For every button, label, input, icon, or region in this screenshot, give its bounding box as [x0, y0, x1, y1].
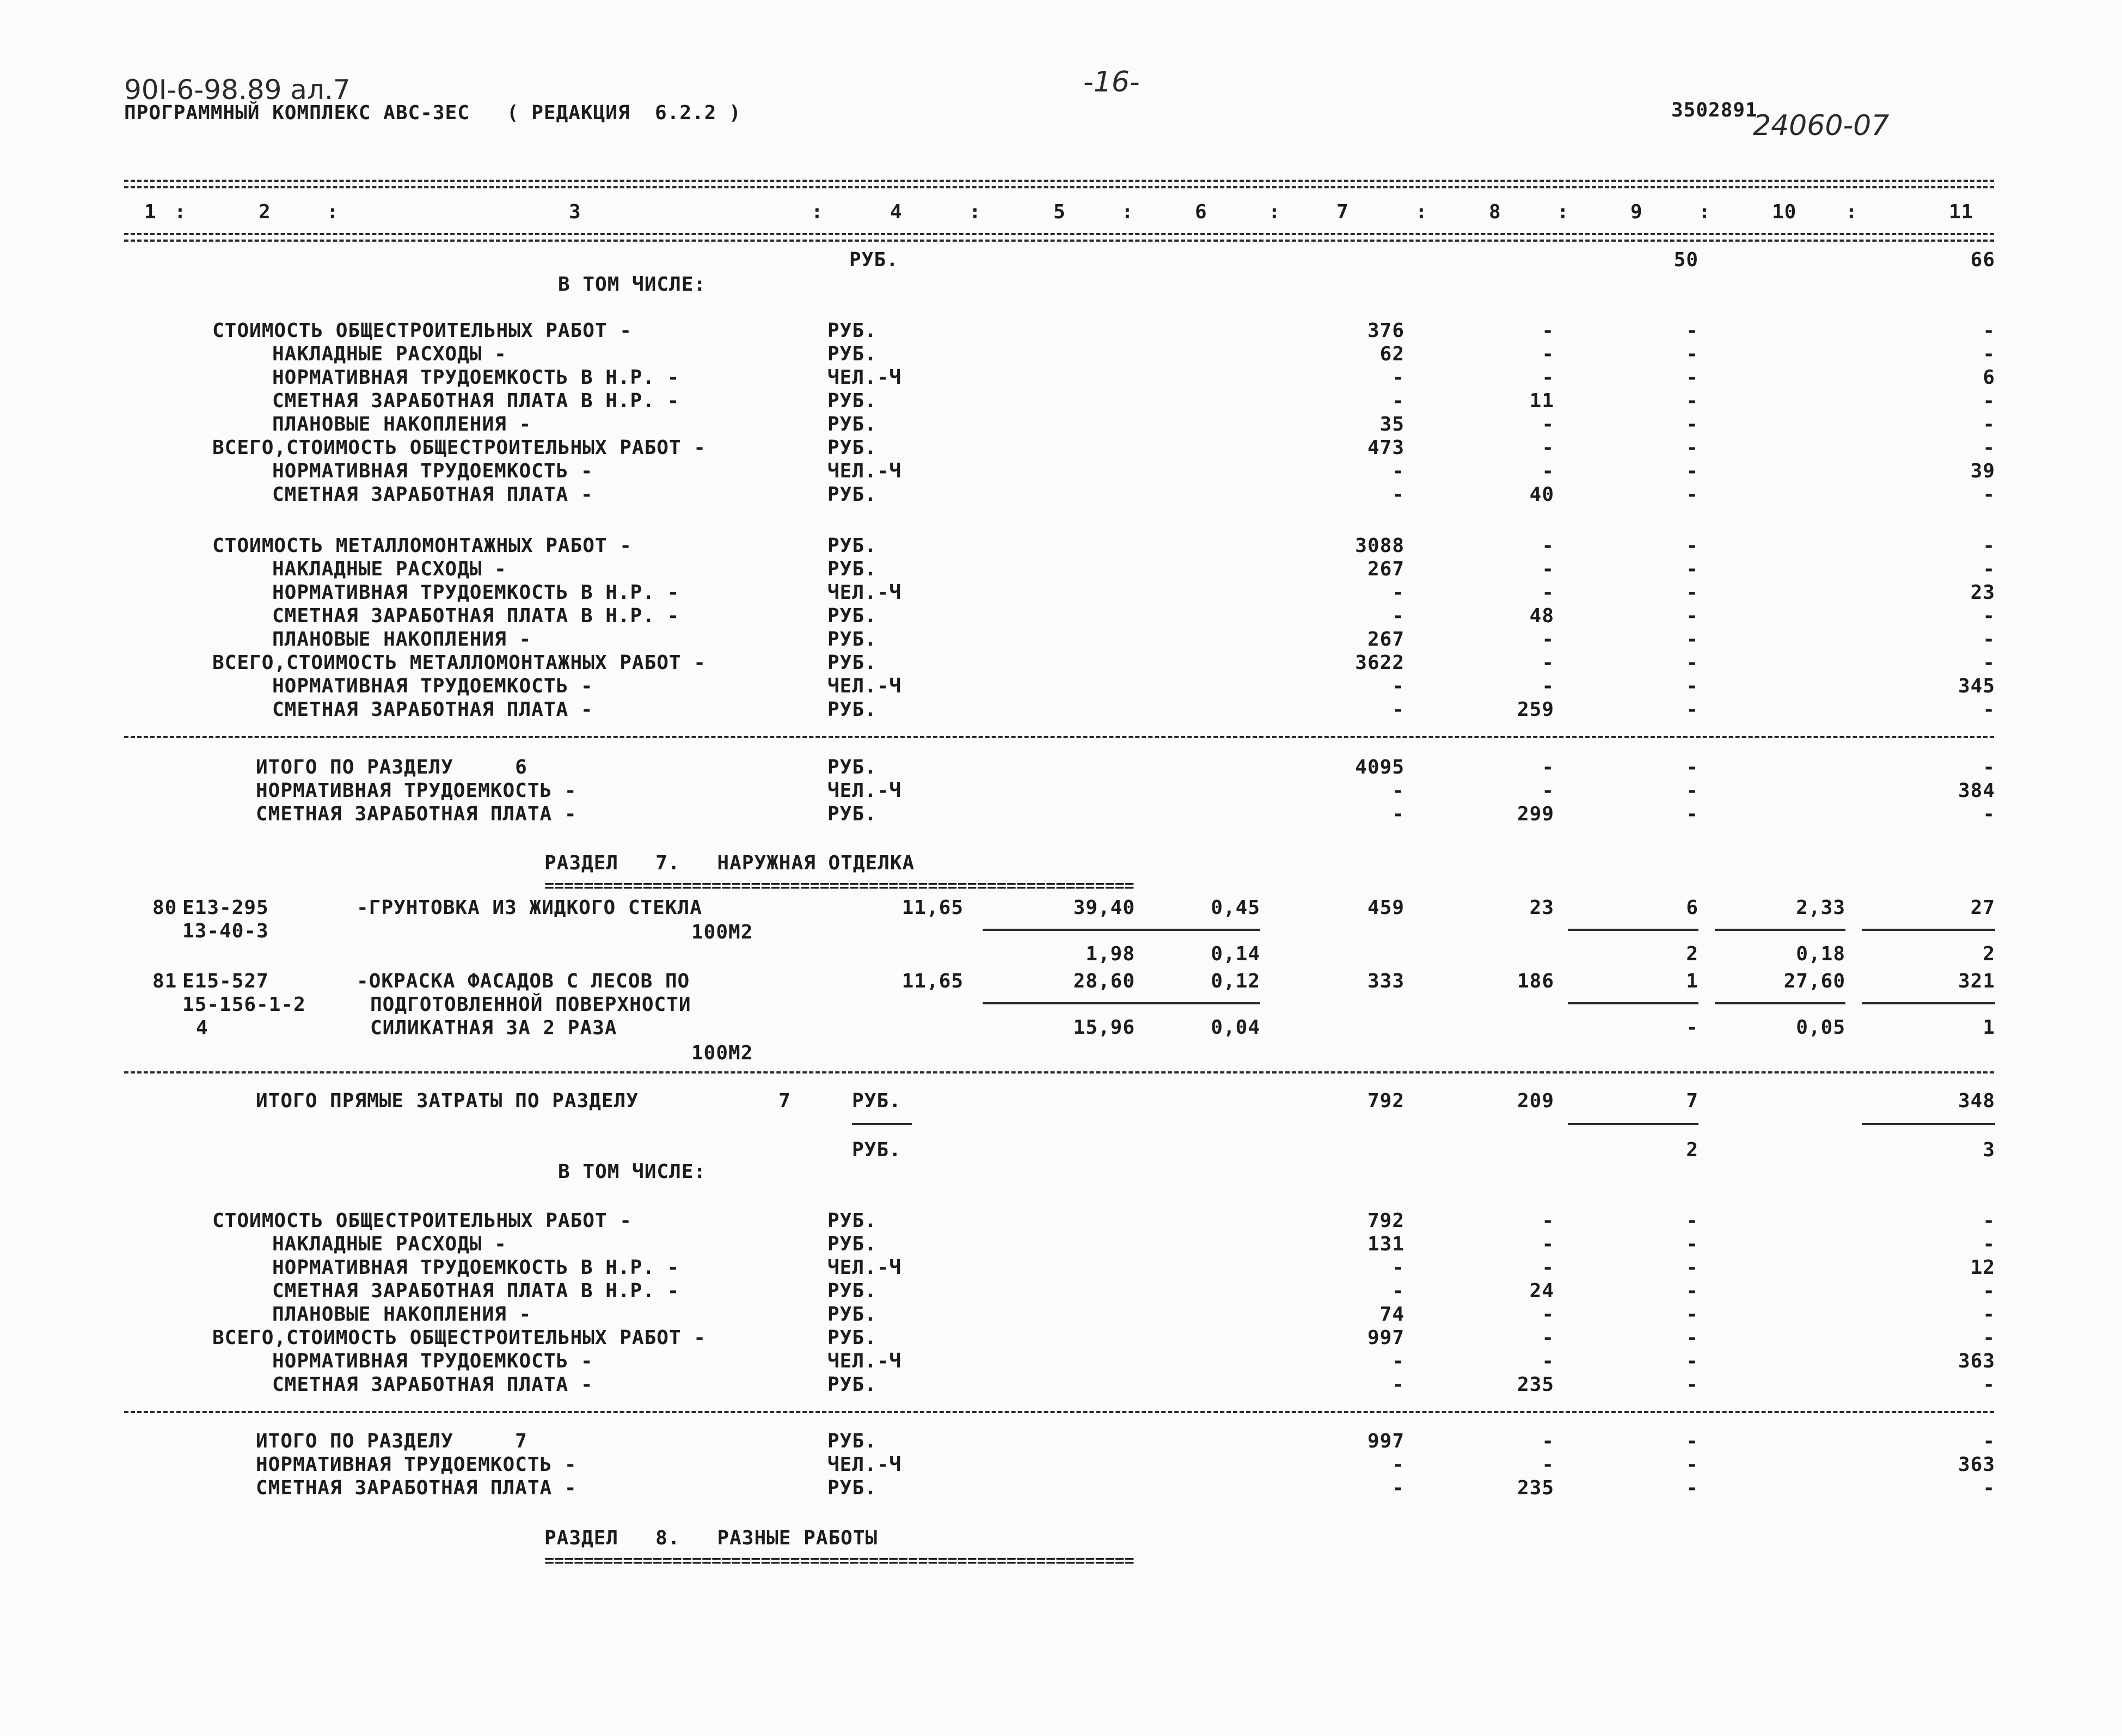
row-unit: ЧЕЛ.-Ч — [827, 581, 902, 604]
col8-value: 235 — [1517, 1477, 1554, 1499]
subtotal-rule — [1568, 1123, 1698, 1125]
col7-value: 997 — [1367, 1430, 1405, 1452]
column-separator: : — [1698, 201, 1711, 223]
row-label: СТОИМОСТЬ МЕТАЛЛОМОНТАЖНЫХ РАБОТ - — [212, 535, 632, 557]
col11-value: 27 — [1970, 897, 1995, 919]
row-label: СМЕТНАЯ ЗАРАБОТНАЯ ПЛАТА В Н.Р. - — [272, 605, 680, 627]
row-unit: РУБ. — [827, 1233, 877, 1255]
row-label: ИТОГО ПО РАЗДЕЛУ 6 — [256, 756, 528, 778]
col5-sub-value: 1,98 — [1085, 943, 1135, 965]
col11-value: - — [1983, 320, 1995, 342]
col8-value: - — [1542, 366, 1554, 389]
row-label: ПЛАНОВЫЕ НАКОПЛЕНИЯ - — [272, 413, 532, 435]
row-unit: РУБ. — [827, 605, 877, 627]
col8-value: - — [1542, 413, 1554, 435]
row-unit: ЧЕЛ.-Ч — [827, 460, 902, 482]
column-separator: : — [969, 201, 982, 223]
subtotal-rule — [1568, 1002, 1698, 1004]
row-label: НАКЛАДНЫЕ РАСХОДЫ - — [272, 343, 507, 365]
item-ref-2: 4 — [196, 1017, 208, 1039]
column-header-1: 1 — [144, 201, 157, 223]
col7-value: - — [1392, 390, 1405, 412]
header-bottom-rule-2 — [124, 240, 1994, 242]
col7-value: - — [1392, 803, 1405, 825]
col8-value: 235 — [1517, 1373, 1554, 1396]
col9-sub-value: - — [1686, 1016, 1698, 1039]
row-unit: ЧЕЛ.-Ч — [827, 1350, 902, 1372]
row-label: НОРМАТИВНАЯ ТРУДОЕМКОСТЬ - — [272, 460, 593, 482]
item-description: СИЛИКАТНАЯ ЗА 2 РАЗА — [370, 1017, 617, 1039]
row-unit: РУБ. — [827, 390, 877, 412]
column-separator: : — [1268, 201, 1281, 223]
subtotal-rule — [1862, 929, 1995, 931]
section-7-underline: ============================================================ — [544, 876, 1134, 895]
col11-value: - — [1983, 483, 1995, 506]
item-quantity: 11,65 — [901, 897, 964, 919]
col11-value: 363 — [1958, 1453, 1995, 1476]
col11-sub-value: 2 — [1983, 943, 1995, 965]
row-unit: РУБ. — [827, 535, 877, 557]
col10-sub-value: 0,18 — [1796, 943, 1845, 965]
col10-sub-value: 0,05 — [1796, 1016, 1845, 1039]
column-header-6: 6 — [1195, 201, 1207, 223]
column-header-4: 4 — [890, 201, 903, 223]
col8-value: - — [1542, 1233, 1554, 1255]
col5-value: 28,60 — [1073, 970, 1135, 992]
col9-value: - — [1686, 756, 1698, 778]
col7-value: 267 — [1367, 628, 1405, 651]
subtotal-rule — [983, 1002, 1140, 1004]
col9-value: - — [1686, 535, 1698, 557]
row-label: ВСЕГО,СТОИМОСТЬ ОБЩЕСТРОИТЕЛЬНЫХ РАБОТ - — [212, 1327, 706, 1349]
col8-value: 24 — [1529, 1280, 1554, 1302]
col8-value: 259 — [1517, 698, 1554, 721]
col11-value: - — [1983, 1430, 1995, 1452]
item-code: Е13-295 — [182, 897, 269, 919]
row-label: СМЕТНАЯ ЗАРАБОТНАЯ ПЛАТА - — [272, 698, 593, 721]
col8-value: 299 — [1517, 803, 1554, 825]
col11-value: - — [1983, 698, 1995, 721]
col9-value: - — [1686, 558, 1698, 580]
col8-value: - — [1542, 437, 1554, 459]
item-unit: 100М2 — [691, 1042, 753, 1064]
col7-value: 376 — [1367, 320, 1405, 342]
col7-value: 35 — [1379, 413, 1405, 435]
row-unit: РУБ. — [827, 1477, 877, 1499]
row-unit: РУБ. — [852, 1139, 901, 1161]
col8-value: - — [1542, 780, 1554, 802]
col8-value: - — [1542, 343, 1554, 365]
col6-sub-value: 0,14 — [1211, 943, 1260, 965]
subtotal-rule — [1130, 1002, 1260, 1004]
column-header-10: 10 — [1772, 201, 1797, 223]
col11-value: 348 — [1958, 1090, 1995, 1112]
col11-value: - — [1983, 756, 1995, 778]
col11-value: - — [1983, 652, 1995, 674]
col7-value: - — [1392, 366, 1405, 389]
row-label: НАКЛАДНЫЕ РАСХОДЫ - — [272, 558, 507, 580]
col7-value: - — [1392, 605, 1405, 627]
col7-value: 3622 — [1355, 652, 1405, 674]
col11-value: - — [1983, 437, 1995, 459]
doc-id: 90I-6-98.89 ал.7 — [124, 74, 351, 106]
col8-value: - — [1542, 1327, 1554, 1349]
item-description: -ОКРАСКА ФАСАДОВ С ЛЕСОВ ПО — [357, 970, 690, 992]
row-unit: РУБ. — [852, 1090, 901, 1112]
col7-value: 792 — [1367, 1210, 1405, 1232]
col7-value: 62 — [1379, 343, 1405, 365]
col9-value: - — [1686, 803, 1698, 825]
row-unit: РУБ. — [827, 652, 877, 674]
col10-value: 27,60 — [1783, 970, 1845, 992]
column-separator: : — [327, 201, 339, 223]
col11-value: - — [1983, 605, 1995, 627]
row-label: СМЕТНАЯ ЗАРАБОТНАЯ ПЛАТА - — [256, 1477, 577, 1499]
col11-value: 23 — [1970, 581, 1995, 604]
section-8-underline: ============================================================ — [544, 1551, 1134, 1571]
row-unit: РУБ. — [827, 483, 877, 506]
col9-value: - — [1686, 605, 1698, 627]
column-separator: : — [1121, 201, 1134, 223]
col9-value: - — [1686, 1430, 1698, 1452]
col8-value: - — [1542, 756, 1554, 778]
column-header-9: 9 — [1630, 201, 1643, 223]
row-label: НОРМАТИВНАЯ ТРУДОЕМКОСТЬ - — [256, 780, 577, 802]
row-label: НОРМАТИВНАЯ ТРУДОЕМКОСТЬ - — [256, 1453, 577, 1476]
direct-costs-label: ИТОГО ПРЯМЫЕ ЗАТРАТЫ ПО РАЗДЕЛУ — [256, 1090, 639, 1112]
column-header-11: 11 — [1949, 201, 1974, 223]
col7-value: 459 — [1367, 897, 1405, 919]
row-label: ПЛАНОВЫЕ НАКОПЛЕНИЯ - — [272, 628, 532, 651]
col9-value: - — [1686, 320, 1698, 342]
col9-value: - — [1686, 1350, 1698, 1372]
column-header-2: 2 — [259, 201, 271, 223]
col8-value: 48 — [1529, 605, 1554, 627]
row-label: СТОИМОСТЬ ОБЩЕСТРОИТЕЛЬНЫХ РАБОТ - — [212, 320, 632, 342]
direct-costs-section-number: 7 — [778, 1090, 791, 1112]
item-number: 81 — [152, 970, 177, 992]
row-unit: РУБ. — [827, 1303, 877, 1326]
row-unit: РУБ. — [827, 1327, 877, 1349]
col11-value: - — [1983, 1280, 1995, 1302]
row-unit: РУБ. — [827, 1373, 877, 1396]
col7-value: 74 — [1379, 1303, 1405, 1326]
row-unit: РУБ. — [827, 1430, 877, 1452]
row-label: СТОИМОСТЬ ОБЩЕСТРОИТЕЛЬНЫХ РАБОТ - — [212, 1210, 632, 1232]
column-separator: : — [1415, 201, 1428, 223]
col9-value: - — [1686, 1327, 1698, 1349]
col8-value: - — [1542, 581, 1554, 604]
col6-value: 0,12 — [1211, 970, 1260, 992]
row-unit: ЧЕЛ.-Ч — [827, 366, 902, 389]
row-label: НОРМАТИВНАЯ ТРУДОЕМКОСТЬ В Н.Р. - — [272, 366, 680, 389]
item-number: 80 — [152, 897, 177, 919]
col8-value: - — [1542, 1210, 1554, 1232]
row-label: СМЕТНАЯ ЗАРАБОТНАЯ ПЛАТА - — [272, 1373, 593, 1396]
col8-value: - — [1542, 535, 1554, 557]
col8-value: - — [1542, 320, 1554, 342]
col9-value: - — [1686, 675, 1698, 697]
col9-value: - — [1686, 366, 1698, 389]
col7-value: - — [1392, 675, 1405, 697]
unit-rub: РУБ. — [849, 249, 899, 271]
col8-value: - — [1542, 652, 1554, 674]
col9-value: 6 — [1686, 897, 1698, 919]
including-header: В ТОМ ЧИСЛЕ: — [558, 273, 707, 296]
column-separator: : — [174, 201, 187, 223]
row-unit: РУБ. — [827, 343, 877, 365]
column-separator: : — [1845, 201, 1858, 223]
col9-value: - — [1686, 780, 1698, 802]
col11-value: - — [1983, 390, 1995, 412]
col9-sub-value: 2 — [1686, 943, 1698, 965]
col9-value: - — [1686, 628, 1698, 651]
row-label: ВСЕГО,СТОИМОСТЬ ОБЩЕСТРОИТЕЛЬНЫХ РАБОТ - — [212, 437, 706, 459]
col6-value: 0,45 — [1211, 897, 1260, 919]
col7-value: 997 — [1367, 1327, 1405, 1349]
row-unit: РУБ. — [827, 558, 877, 580]
col7-value: - — [1392, 780, 1405, 802]
item-unit: 100М2 — [691, 921, 753, 943]
item-code: Е15-527 — [182, 970, 269, 992]
col8-value: 23 — [1529, 897, 1554, 919]
col11-value: 363 — [1958, 1350, 1995, 1372]
col8-value: - — [1542, 1256, 1554, 1279]
col11-value: 345 — [1958, 675, 1995, 697]
row-label: НОРМАТИВНАЯ ТРУДОЕМКОСТЬ - — [272, 1350, 593, 1372]
col5-sub-value: 15,96 — [1073, 1016, 1135, 1039]
col8-value: - — [1542, 1430, 1554, 1452]
col11-value: 66 — [1970, 249, 1995, 271]
col8-value: 11 — [1529, 390, 1554, 412]
row-unit: РУБ. — [827, 756, 877, 778]
col8-value: 40 — [1529, 483, 1554, 506]
col7-value: - — [1392, 1350, 1405, 1372]
row-label: СМЕТНАЯ ЗАРАБОТНАЯ ПЛАТА В Н.Р. - — [272, 390, 680, 412]
col9-value: - — [1686, 1303, 1698, 1326]
col11-value: - — [1983, 558, 1995, 580]
col11-value: 39 — [1970, 460, 1995, 482]
column-header-7: 7 — [1336, 201, 1349, 223]
col7-value: - — [1392, 1280, 1405, 1302]
column-header-8: 8 — [1489, 201, 1501, 223]
col11-value: 321 — [1958, 970, 1995, 992]
handwritten-number: 24060-07 — [1753, 109, 1890, 142]
row-label: НАКЛАДНЫЕ РАСХОДЫ - — [272, 1233, 507, 1255]
section-8-title: РАЗДЕЛ 8. РАЗНЫЕ РАБОТЫ — [544, 1527, 878, 1549]
subtotal-rule — [1130, 929, 1260, 931]
col7-value: - — [1392, 698, 1405, 721]
item-ref: 13-40-3 — [182, 920, 269, 942]
col9-value: - — [1686, 1210, 1698, 1232]
col7-value: 333 — [1367, 970, 1405, 992]
col11-value: 384 — [1958, 780, 1995, 802]
col9-value: - — [1686, 413, 1698, 435]
row-unit: ЧЕЛ.-Ч — [827, 780, 902, 802]
col11-value: - — [1983, 535, 1995, 557]
subtotal-rule — [983, 929, 1140, 931]
row-unit: ЧЕЛ.-Ч — [827, 1453, 902, 1476]
col11-value: - — [1983, 1210, 1995, 1232]
item-description: ПОДГОТОВЛЕННОЙ ПОВЕРХНОСТИ — [370, 993, 691, 1016]
col9-value: - — [1686, 1280, 1698, 1302]
col8-value: 186 — [1517, 970, 1554, 992]
col8-value: - — [1542, 558, 1554, 580]
col11-value: - — [1983, 1477, 1995, 1499]
col8-value: - — [1542, 628, 1554, 651]
col9-value: - — [1686, 343, 1698, 365]
col9-value: 1 — [1686, 970, 1698, 992]
row-unit: РУБ. — [827, 1280, 877, 1302]
col7-value: - — [1392, 1477, 1405, 1499]
col11-value: - — [1983, 1327, 1995, 1349]
page-number: -16- — [1083, 66, 1140, 99]
col9-value: 7 — [1686, 1090, 1698, 1112]
section-rule — [124, 736, 1994, 738]
row-unit: РУБ. — [827, 413, 877, 435]
including-header: В ТОМ ЧИСЛЕ: — [558, 1161, 707, 1183]
col9-value: - — [1686, 437, 1698, 459]
col9-value: - — [1686, 1256, 1698, 1279]
col11-value: - — [1983, 628, 1995, 651]
col6-sub-value: 0,04 — [1211, 1016, 1260, 1039]
col7-value: 3088 — [1355, 535, 1405, 557]
col7-value: 792 — [1367, 1090, 1405, 1112]
row-label: ИТОГО ПО РАЗДЕЛУ 7 — [256, 1430, 528, 1452]
row-label: СМЕТНАЯ ЗАРАБОТНАЯ ПЛАТА - — [272, 483, 593, 506]
col7-value: - — [1392, 1256, 1405, 1279]
col9-sub-value: 2 — [1686, 1139, 1698, 1161]
row-unit: РУБ. — [827, 1210, 877, 1232]
header-bottom-rule — [124, 233, 1994, 235]
col9-value: - — [1686, 390, 1698, 412]
row-label: ВСЕГО,СТОИМОСТЬ МЕТАЛЛОМОНТАЖНЫХ РАБОТ - — [212, 652, 706, 674]
col9-value: - — [1686, 1477, 1698, 1499]
col9-value: - — [1686, 652, 1698, 674]
column-header-3: 3 — [569, 201, 581, 223]
subtotal-rule — [1862, 1002, 1995, 1004]
col8-value: 209 — [1517, 1090, 1554, 1112]
row-label: СМЕТНАЯ ЗАРАБОТНАЯ ПЛАТА В Н.Р. - — [272, 1280, 680, 1302]
subtotal-rule — [1568, 929, 1698, 931]
col7-value: - — [1392, 1453, 1405, 1476]
row-label: НОРМАТИВНАЯ ТРУДОЕМКОСТЬ В Н.Р. - — [272, 581, 680, 604]
row-unit: РУБ. — [827, 803, 877, 825]
item-quantity: 11,65 — [901, 970, 964, 992]
subtotal-rule — [852, 1123, 912, 1125]
col7-value: - — [1392, 1373, 1405, 1396]
subtotal-rule — [1715, 1002, 1845, 1004]
col10-value: 2,33 — [1796, 897, 1845, 919]
column-header-5: 5 — [1053, 201, 1066, 223]
column-separator: : — [811, 201, 824, 223]
item-ref: 15-156-1-2 — [182, 993, 306, 1016]
col11-value: - — [1983, 1233, 1995, 1255]
col11-value: - — [1983, 1373, 1995, 1396]
column-separator: : — [1557, 201, 1569, 223]
row-unit: ЧЕЛ.-Ч — [827, 675, 902, 697]
col8-value: - — [1542, 1303, 1554, 1326]
col8-value: - — [1542, 675, 1554, 697]
header-top-rule — [124, 180, 1994, 182]
col7-value: 131 — [1367, 1233, 1405, 1255]
col11-value: - — [1983, 343, 1995, 365]
col11-value: 12 — [1970, 1256, 1995, 1279]
col8-value: - — [1542, 1453, 1554, 1476]
col11-value: - — [1983, 803, 1995, 825]
stamp-number: 3502891 — [1671, 99, 1758, 121]
col9-value: - — [1686, 483, 1698, 506]
col9-value: - — [1686, 581, 1698, 604]
col5-value: 39,40 — [1073, 897, 1135, 919]
section-rule — [124, 1411, 1994, 1413]
row-label: НОРМАТИВНАЯ ТРУДОЕМКОСТЬ - — [272, 675, 593, 697]
col7-value: 4095 — [1355, 756, 1405, 778]
col7-value: - — [1392, 460, 1405, 482]
row-unit: РУБ. — [827, 698, 877, 721]
item-description: -ГРУНТОВКА ИЗ ЖИДКОГО СТЕКЛА — [357, 897, 702, 919]
row-unit: РУБ. — [827, 320, 877, 342]
section-rule — [124, 1071, 1994, 1074]
col11-sub-value: 3 — [1983, 1139, 1995, 1161]
col9-value: - — [1686, 1373, 1698, 1396]
row-label: СМЕТНАЯ ЗАРАБОТНАЯ ПЛАТА - — [256, 803, 577, 825]
col7-value: - — [1392, 483, 1405, 506]
program-line: ПРОГРАММНЫЙ КОМПЛЕКС АВС-3ЕС ( РЕДАКЦИЯ 6.2.2 ) — [124, 102, 741, 124]
col9-value: - — [1686, 698, 1698, 721]
header-top-rule-2 — [124, 186, 1994, 188]
col7-value: 267 — [1367, 558, 1405, 580]
col9-value: 50 — [1673, 249, 1698, 271]
row-unit: ЧЕЛ.-Ч — [827, 1256, 902, 1279]
row-label: НОРМАТИВНАЯ ТРУДОЕМКОСТЬ В Н.Р. - — [272, 1256, 680, 1279]
col8-value: - — [1542, 460, 1554, 482]
col7-value: 473 — [1367, 437, 1405, 459]
col7-value: - — [1392, 581, 1405, 604]
subtotal-rule — [1862, 1123, 1995, 1125]
section-7-title: РАЗДЕЛ 7. НАРУЖНАЯ ОТДЕЛКА — [544, 852, 915, 874]
col9-value: - — [1686, 1233, 1698, 1255]
row-label: ПЛАНОВЫЕ НАКОПЛЕНИЯ - — [272, 1303, 532, 1326]
col11-value: 6 — [1983, 366, 1995, 389]
col11-value: - — [1983, 1303, 1995, 1326]
row-unit: РУБ. — [827, 628, 877, 651]
col9-value: - — [1686, 460, 1698, 482]
col8-value: - — [1542, 1350, 1554, 1372]
col9-value: - — [1686, 1453, 1698, 1476]
subtotal-rule — [1715, 929, 1845, 931]
row-unit: РУБ. — [827, 437, 877, 459]
col11-value: - — [1983, 413, 1995, 435]
col11-sub-value: 1 — [1983, 1016, 1995, 1039]
